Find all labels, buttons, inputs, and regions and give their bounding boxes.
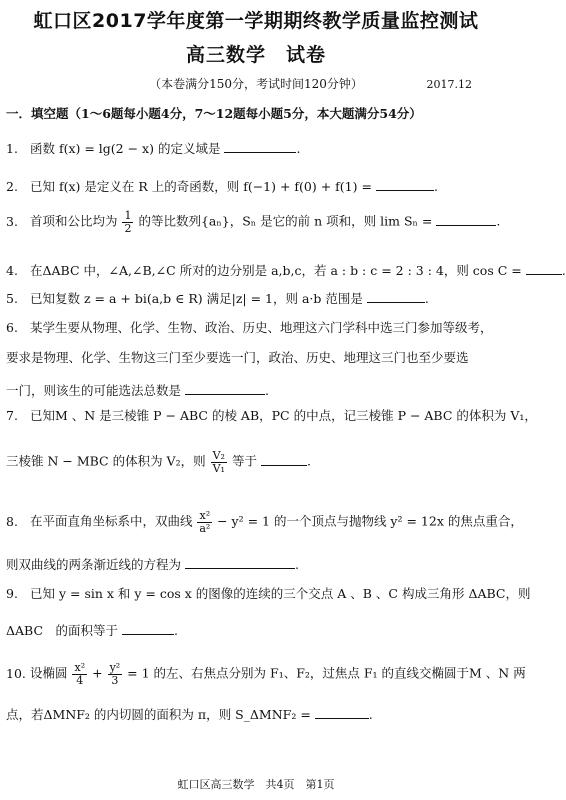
exam-title: 虹口区2017学年度第一学期期终教学质量监控测试 bbox=[33, 10, 479, 32]
question-end: . bbox=[306, 453, 311, 469]
question-number: 5. bbox=[6, 291, 18, 306]
answer-blank[interactable] bbox=[315, 706, 369, 719]
question-text-cont: 等于 bbox=[231, 453, 257, 469]
fraction-numerator: 1 bbox=[124, 209, 132, 222]
fraction bbox=[108, 662, 123, 686]
question-number: 3. bbox=[6, 213, 18, 229]
question-5 bbox=[6, 290, 429, 306]
question-number: 2. bbox=[6, 179, 18, 194]
answer-blank[interactable] bbox=[367, 290, 425, 303]
question-number: 7. bbox=[6, 408, 18, 423]
question-number: 1. bbox=[6, 141, 18, 156]
question-text-line1: 某学生要从物理、化学、生物、政治、历史、地理这六门学科中选三门参加等级考， bbox=[29, 320, 493, 335]
question-text-cont: − y² = 1 的一个顶点与抛物线 y² = 12x 的焦点重合， bbox=[217, 513, 523, 529]
exam-info: （本卷满分150分，考试时间120分钟） bbox=[149, 77, 363, 91]
question-text: 首项和公比均为 bbox=[29, 213, 118, 229]
question-text-cont: = 1 的左、右焦点分别为 F₁、F₂，过焦点 F₁ 的直线交椭圆于M 、N 两 bbox=[127, 665, 526, 681]
question-3 bbox=[6, 210, 500, 234]
question-number: 8. bbox=[6, 513, 18, 529]
question-10-line2 bbox=[6, 706, 373, 722]
question-end: . bbox=[496, 213, 501, 229]
question-number: 9. bbox=[6, 586, 18, 601]
question-text-line2: ΔABC 的面积等于 bbox=[6, 623, 119, 638]
question-number: 10. bbox=[6, 665, 26, 681]
answer-blank[interactable] bbox=[261, 453, 307, 466]
question-end: . bbox=[265, 383, 269, 398]
question-text: 在平面直角坐标系中，双曲线 bbox=[29, 513, 193, 529]
question-8 bbox=[6, 510, 523, 534]
question-text-line3: 一门，则该生的可能选法总数是 bbox=[6, 383, 182, 398]
question-2 bbox=[6, 178, 438, 194]
question-end: . bbox=[295, 557, 299, 572]
question-number: 6. bbox=[6, 320, 18, 335]
fraction-numerator: y² bbox=[109, 661, 121, 674]
fraction-numerator: x² bbox=[199, 509, 211, 522]
question-8-line2 bbox=[6, 556, 299, 572]
fraction bbox=[122, 210, 133, 234]
fraction-denominator: 2 bbox=[124, 221, 132, 235]
question-text-line1: 已知 y = sin x 和 y = cos x 的图像的连续的三个交点 A 、B 、C 构成三角形 ΔABC，则 bbox=[29, 586, 531, 601]
answer-blank[interactable] bbox=[224, 140, 296, 153]
fraction bbox=[211, 450, 227, 474]
fraction bbox=[72, 662, 87, 686]
question-10 bbox=[6, 662, 526, 686]
question-6-line2 bbox=[6, 352, 469, 365]
question-text: 在ΔABC 中，∠A,∠B,∠C 所对的边分别是 a,b,c，若 a : b : c = 2 : 3 : 4，则 cos C = bbox=[29, 263, 522, 278]
question-6-line3 bbox=[6, 382, 269, 398]
question-end: . bbox=[174, 623, 179, 638]
question-text-line1: 已知M 、N 是三棱锥 P − ABC 的棱 AB，PC 的中点，记三棱锥 P − ABC 的体积为 V₁， bbox=[29, 408, 537, 423]
question-number: 4. bbox=[6, 263, 18, 278]
question-1 bbox=[6, 140, 300, 156]
answer-blank[interactable] bbox=[526, 262, 562, 275]
fraction-numerator: V₂ bbox=[212, 449, 225, 462]
question-9 bbox=[6, 588, 530, 601]
question-text: 设椭圆 bbox=[29, 665, 68, 681]
question-4 bbox=[6, 262, 566, 278]
question-text-line2: 则双曲线的两条渐近线的方程为 bbox=[6, 557, 182, 572]
question-7 bbox=[6, 410, 537, 423]
question-text-line2: 三棱锥 N − MBC 的体积为 V₂，则 bbox=[6, 453, 206, 469]
question-text: 已知 f(x) 是定义在 R 上的奇函数，则 f(−1) + f(0) + f(1) = bbox=[29, 179, 372, 194]
answer-blank[interactable] bbox=[122, 622, 174, 635]
exam-subtitle-title: 高三数学 试卷 bbox=[185, 44, 326, 66]
question-6 bbox=[6, 322, 493, 335]
fraction bbox=[197, 510, 212, 534]
answer-blank[interactable] bbox=[436, 213, 496, 226]
question-end: . bbox=[561, 263, 566, 278]
fraction-denominator: V₁ bbox=[212, 461, 225, 475]
fraction-denominator: 3 bbox=[111, 673, 119, 687]
plus-sign: + bbox=[92, 665, 103, 681]
question-text: 函数 f(x) = lg(2 − x) 的定义域是 bbox=[29, 141, 221, 156]
question-9-line2 bbox=[6, 622, 178, 638]
question-7-line2 bbox=[6, 450, 311, 474]
question-end: . bbox=[368, 707, 373, 722]
question-end: . bbox=[433, 179, 438, 194]
question-end: . bbox=[296, 141, 301, 156]
question-text-cont: 的等比数列{aₙ}，Sₙ 是它的前 n 项和，则 lim Sₙ = bbox=[138, 213, 433, 229]
question-text-line2: 点，若ΔMNF₂ 的内切圆的面积为 π，则 S_ΔMNF₂ = bbox=[6, 707, 311, 722]
question-end: . bbox=[424, 291, 429, 306]
fraction-denominator: a² bbox=[199, 521, 211, 535]
fraction-denominator: 4 bbox=[76, 673, 84, 687]
answer-blank[interactable] bbox=[185, 382, 265, 395]
answer-blank[interactable] bbox=[376, 178, 434, 191]
question-text-line2: 要求是物理、化学、生物这三门至少要选一门，政治、历史、地理这三门也至少要选 bbox=[6, 350, 469, 365]
answer-blank[interactable] bbox=[185, 556, 295, 569]
question-text: 已知复数 z = a + bi(a,b ∈ R) 满足|z| = 1，则 a·b 范围是 bbox=[29, 291, 363, 306]
section-heading: 一．填空题（1～6题每小题4分，7～12题每小题5分，本大题满分54分） bbox=[6, 106, 422, 121]
exam-date: 2017.12 bbox=[426, 78, 472, 91]
fraction-numerator: x² bbox=[74, 661, 86, 674]
page-footer: 虹口区高三数学 共4页 第1页 bbox=[177, 778, 335, 791]
